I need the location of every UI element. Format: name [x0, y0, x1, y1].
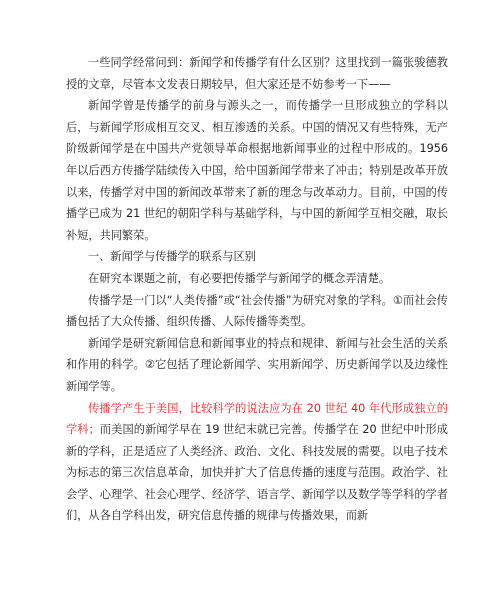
paragraph-concepts: 在研究本课题之前，有必要把传播学与新闻学的概念弄清楚。 — [88, 271, 391, 285]
section-heading: 一、新闻学与传播学的联系与区别 — [88, 250, 256, 264]
paragraph-origin-rest: 而美国的新闻学早在 19 世纪末就已完善。传播学在 20 世纪中叶形成新的学科，正是适应了人类经济、政治、文化、科技发展的需要。以电子技术为标志的第三次信息革命，加快并扩大了信息传播的速度与范围。政治学、社会学、心理学、社会心理学、经济学、语言学、新闻学以及数学等学科的学者们，从各自学科出发，研究信息传播的规律与传播效果，而新 — [66, 423, 448, 523]
document-body — [66, 52, 448, 527]
highlighted-sentence: 传播学产生于美国，比较科学的说法应为在 20 世纪 40 年代形成独立的学科； — [66, 401, 448, 437]
paragraph-communication-definition: 传播学是一门以“人类传播”或“社会传播”为研究对象的学科。①而社会传播包括了大众传播、组织传播、人际传播等类型。 — [66, 293, 448, 329]
intro-paragraph: 一些同学经常问到：新闻学和传播学有什么区别？这里找到一篇张骏德教授的文章，尽管本文发表日期较早，但大家还是不妨参考一下—— — [66, 56, 448, 91]
paragraph-history: 新闻学曾是传播学的前身与源头之一，而传播学一旦形成独立的学科以后，与新闻学形成相互交叉、相互渗透的关系。中国的情况又有些特殊，无产阶级新闻学是在中国共产党领导革命根据地新闻事业的过程中形成的。1956 年以后西方传播学陆续传入中国，给中国新闻学带来了冲击；特别是改革开放以来，传播学对中国的新闻改革带来了新的理念与改革动力。目前，中国的传播学已成为 21 世纪的朝阳学科与基础学科，与中国的新闻学互相交融，取长补短，共同繁荣。 — [66, 99, 448, 242]
paragraph-origin — [66, 398, 448, 528]
paragraph-journalism-definition: 新闻学是研究新闻信息和新闻事业的特点和规律、新闻与社会生活的关系和作用的科学。②它包括了理论新闻学、实用新闻学、历史新闻学以及边缘性新闻学等。 — [66, 336, 448, 393]
